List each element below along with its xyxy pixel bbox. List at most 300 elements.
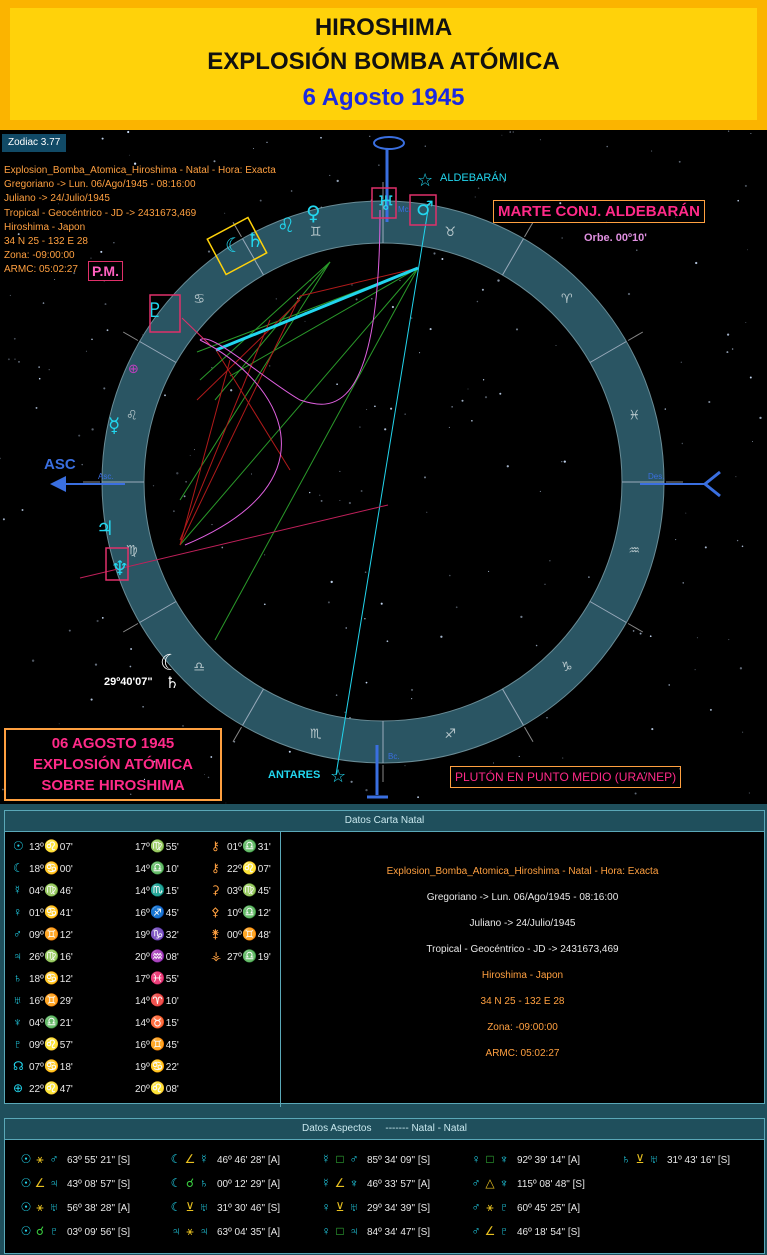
planet-icon: ⚴ bbox=[211, 905, 220, 919]
star bbox=[153, 485, 154, 486]
event-line: 06 AGOSTO 1945 bbox=[51, 735, 175, 752]
zodiac-sign-icon: ♎ bbox=[193, 659, 205, 675]
event-label-box bbox=[4, 728, 222, 801]
star bbox=[378, 164, 379, 165]
des-small-label: Des. bbox=[648, 472, 665, 481]
minute-value: 07' bbox=[257, 864, 271, 875]
minute-value: 29' bbox=[59, 996, 73, 1007]
house-tick bbox=[233, 727, 242, 742]
star bbox=[742, 546, 744, 548]
aspect-row bbox=[19, 1219, 767, 1243]
planet-icon: ♆ bbox=[349, 1176, 359, 1190]
sign-icon: ♋ bbox=[44, 1059, 60, 1073]
star bbox=[43, 302, 45, 304]
planet-icon: ☾ bbox=[13, 861, 24, 875]
star bbox=[328, 601, 330, 603]
degree-value: 03º bbox=[227, 886, 242, 897]
aspect-cell bbox=[619, 1221, 767, 1245]
aspects-title: Datos Aspectos bbox=[301, 1123, 372, 1134]
pluto-icon: ♇ bbox=[146, 298, 164, 322]
star bbox=[441, 258, 443, 260]
chart-info-line: Hiroshima - Japon bbox=[4, 221, 86, 233]
star bbox=[339, 500, 340, 501]
star bbox=[276, 298, 277, 299]
natal-info-line: Explosion_Bomba_Atomica_Hiroshima - Natal - Hora: Exacta bbox=[386, 866, 659, 877]
star bbox=[365, 571, 367, 573]
star bbox=[184, 495, 186, 497]
degree-value: 17º bbox=[135, 974, 150, 985]
minute-value: 12' bbox=[59, 974, 73, 985]
aspect-orb: 85º 34' 09" [S] bbox=[367, 1155, 431, 1166]
aspect-icon: ∠ bbox=[184, 1152, 196, 1166]
star bbox=[350, 781, 352, 783]
star bbox=[425, 146, 426, 147]
planet-icon: ♃ bbox=[349, 1224, 359, 1238]
star bbox=[759, 417, 761, 419]
star bbox=[359, 426, 360, 427]
star bbox=[747, 249, 748, 250]
star bbox=[336, 694, 338, 696]
aspect-cell bbox=[319, 1147, 469, 1173]
star bbox=[417, 796, 419, 798]
star bbox=[710, 709, 712, 711]
star bbox=[683, 582, 684, 583]
aspect-cell bbox=[619, 1147, 767, 1173]
zodiac-sign-icon: ♏ bbox=[309, 727, 322, 743]
position-cell bbox=[119, 1077, 211, 1101]
star bbox=[164, 394, 166, 396]
star bbox=[752, 441, 753, 442]
house-tick bbox=[123, 624, 138, 633]
star bbox=[213, 160, 215, 162]
star bbox=[331, 581, 333, 583]
star bbox=[374, 406, 376, 408]
star bbox=[8, 358, 10, 360]
star bbox=[513, 131, 514, 132]
star bbox=[269, 365, 270, 366]
position-row bbox=[13, 857, 291, 879]
chart-info-line: ARMC: 05:02:27 bbox=[4, 264, 78, 276]
zodiac-sign-icon: ♒ bbox=[628, 543, 640, 559]
chart-info-line: Explosion_Bomba_Atomica_Hiroshima - Natal - Hora: Exacta bbox=[4, 165, 276, 176]
aspect-icon: ☌ bbox=[35, 1224, 45, 1238]
star bbox=[319, 495, 320, 496]
star bbox=[562, 237, 563, 238]
star bbox=[633, 630, 635, 632]
zodiac-sign-icon: ♋ bbox=[193, 292, 205, 308]
aspect-icon: ⚹ bbox=[186, 1224, 194, 1238]
sign-icon: ♈ bbox=[150, 993, 166, 1007]
star bbox=[478, 187, 479, 188]
planet-icon: ☉ bbox=[13, 839, 24, 853]
sign-icon: ♌ bbox=[44, 839, 60, 853]
aspect-cell bbox=[19, 1147, 169, 1173]
natal-info-line: Gregoriano -> Lun. 06/Ago/1945 - 08:16:00 bbox=[426, 892, 619, 903]
saturn-white-icon: ♄ bbox=[165, 673, 180, 692]
minute-value: 48' bbox=[257, 930, 271, 941]
star bbox=[102, 617, 104, 619]
minute-value: 10' bbox=[165, 864, 179, 875]
moon-icon: ☾ bbox=[225, 233, 243, 257]
star bbox=[697, 637, 698, 638]
aspect-cell bbox=[19, 1195, 169, 1221]
house-tick bbox=[628, 332, 643, 341]
position-cell bbox=[211, 901, 291, 925]
aspect-orb: 46º 18' 54" [S] bbox=[517, 1227, 581, 1238]
star bbox=[419, 352, 420, 353]
sign-icon: ♏ bbox=[150, 883, 166, 897]
minute-value: 55' bbox=[165, 842, 179, 853]
degree-value: 27º bbox=[227, 952, 242, 963]
star bbox=[732, 348, 734, 350]
star bbox=[708, 401, 710, 403]
minute-value: 08' bbox=[165, 1084, 179, 1095]
star bbox=[91, 339, 92, 340]
aspect-icon: ⊻ bbox=[185, 1200, 195, 1214]
planet-icon: ♄ bbox=[199, 1176, 209, 1190]
planet-icon: ♆ bbox=[499, 1176, 509, 1190]
star bbox=[561, 461, 562, 462]
star bbox=[211, 524, 212, 525]
sign-icon: ♎ bbox=[242, 949, 258, 963]
event-line: SOBRE HIROSHIMA bbox=[41, 777, 185, 794]
star bbox=[519, 756, 520, 757]
minute-value: 21' bbox=[59, 1018, 73, 1029]
position-cell bbox=[211, 945, 291, 969]
star bbox=[426, 512, 427, 513]
star bbox=[81, 464, 82, 465]
star bbox=[289, 751, 291, 753]
planet-icon: ☊ bbox=[13, 1059, 24, 1073]
star bbox=[727, 333, 729, 335]
aspect-orb: 60º 45' 25" [A] bbox=[517, 1203, 581, 1214]
star bbox=[668, 684, 669, 685]
star bbox=[194, 449, 195, 450]
star bbox=[749, 792, 750, 793]
star bbox=[230, 389, 232, 391]
star bbox=[682, 443, 683, 444]
sign-icon: ♍ bbox=[44, 883, 60, 897]
marte-conj-label: MARTE CONJ. ALDEBARÁN bbox=[493, 200, 705, 223]
star bbox=[451, 406, 452, 407]
position-cell bbox=[13, 945, 119, 969]
degree-value: 13º bbox=[29, 842, 44, 853]
star bbox=[142, 706, 144, 708]
star bbox=[468, 389, 469, 390]
position-row bbox=[13, 989, 291, 1011]
position-row bbox=[13, 945, 291, 967]
natal-info-line: 34 N 25 - 132 E 28 bbox=[480, 996, 565, 1007]
star bbox=[251, 474, 252, 475]
moon-position-label: 29º40'07" bbox=[104, 676, 153, 688]
star bbox=[440, 636, 442, 638]
planet-icon: ⊕ bbox=[13, 1081, 24, 1095]
position-cell bbox=[13, 923, 119, 947]
star bbox=[405, 414, 406, 415]
position-row bbox=[13, 1055, 291, 1077]
star bbox=[456, 606, 458, 608]
star bbox=[369, 136, 370, 137]
star bbox=[95, 663, 97, 665]
star bbox=[173, 510, 175, 512]
leo-sign-icon: ♌ bbox=[277, 213, 295, 237]
star bbox=[411, 317, 412, 318]
planet-icon: ♅ bbox=[13, 993, 22, 1007]
aspect-orb: 43º 08' 57" [S] bbox=[67, 1179, 131, 1190]
aspect-orb: 63º 04' 35" [A] bbox=[217, 1227, 281, 1238]
star bbox=[650, 635, 652, 637]
aspect-cell bbox=[319, 1195, 469, 1221]
minute-value: 18' bbox=[59, 1062, 73, 1073]
aspect-cell bbox=[319, 1219, 469, 1245]
degree-value: 26º bbox=[29, 952, 44, 963]
zodiac-sign-icon: ♊ bbox=[309, 224, 322, 240]
minute-value: 57' bbox=[59, 1040, 73, 1051]
planet-icon: ⚷ bbox=[211, 839, 220, 853]
planet-icon: ♃ bbox=[199, 1224, 209, 1238]
star bbox=[127, 131, 129, 133]
position-cell bbox=[13, 1033, 119, 1057]
star bbox=[449, 575, 451, 577]
position-cell bbox=[13, 857, 119, 881]
planet-icon: ♅ bbox=[349, 1200, 359, 1214]
planet-icon: ☿ bbox=[199, 1152, 209, 1166]
natal-info-line: Hiroshima - Japon bbox=[481, 970, 564, 981]
aspect-cell bbox=[619, 1173, 767, 1197]
sign-icon: ♊ bbox=[242, 927, 258, 941]
star bbox=[336, 383, 338, 385]
planet-icon: ♅ bbox=[199, 1200, 209, 1214]
banner-title: HIROSHIMA bbox=[314, 14, 453, 41]
star bbox=[102, 138, 104, 140]
position-cell bbox=[13, 1011, 119, 1035]
zodiac-sign-icon: ♉ bbox=[444, 224, 457, 240]
aspect-orb: 46º 33' 57" [A] bbox=[367, 1179, 431, 1190]
aspect-orb: 84º 34' 47" [S] bbox=[367, 1227, 431, 1238]
chart-info-block bbox=[4, 164, 276, 278]
aspect-icon: ⊻ bbox=[635, 1152, 645, 1166]
title-banner-inner bbox=[10, 8, 757, 120]
title-banner bbox=[0, 0, 767, 130]
degree-value: 18º bbox=[29, 974, 44, 985]
star bbox=[225, 803, 226, 804]
star bbox=[329, 175, 330, 176]
degree-value: 01º bbox=[29, 908, 44, 919]
star bbox=[405, 765, 406, 766]
star bbox=[556, 345, 557, 346]
star bbox=[501, 135, 502, 136]
star bbox=[211, 367, 212, 368]
star bbox=[705, 546, 707, 548]
aspect-icon: □ bbox=[336, 1224, 344, 1238]
planet-icon: ♅ bbox=[649, 1152, 659, 1166]
star bbox=[91, 699, 93, 701]
star bbox=[305, 321, 306, 322]
planet-icon: ♇ bbox=[13, 1037, 22, 1051]
position-row bbox=[13, 879, 291, 901]
degree-value: 22º bbox=[29, 1084, 44, 1095]
star bbox=[264, 603, 266, 605]
star bbox=[695, 669, 696, 670]
aspect-icon: □ bbox=[336, 1152, 344, 1166]
position-cell bbox=[119, 879, 211, 903]
degree-value: 10º bbox=[227, 908, 242, 919]
minute-value: 00' bbox=[59, 864, 73, 875]
degree-value: 09º bbox=[29, 1040, 44, 1051]
star bbox=[740, 667, 742, 669]
star bbox=[176, 472, 178, 474]
minute-value: 22' bbox=[165, 1062, 179, 1073]
star bbox=[22, 509, 24, 511]
star bbox=[185, 481, 187, 483]
star bbox=[130, 666, 132, 668]
position-cell bbox=[119, 835, 211, 859]
degree-value: 17º bbox=[135, 842, 150, 853]
planet-icon: ☾ bbox=[170, 1152, 182, 1166]
asc-small-label: Asc. bbox=[98, 472, 114, 481]
pluton-midpoint-label: PLUTÓN EN PUNTO MEDIO (URA/NEP) bbox=[450, 766, 681, 788]
star bbox=[411, 698, 412, 699]
venus-icon: ♀ bbox=[306, 201, 321, 225]
sign-icon: ♍ bbox=[242, 883, 258, 897]
star bbox=[3, 518, 5, 520]
star bbox=[482, 289, 484, 291]
minute-value: 45' bbox=[165, 1040, 179, 1051]
star bbox=[726, 351, 728, 353]
star bbox=[483, 379, 484, 380]
sign-icon: ♍ bbox=[44, 949, 60, 963]
zodiac-sign-icon: ♍ bbox=[126, 543, 138, 559]
position-row bbox=[13, 967, 291, 989]
star bbox=[337, 180, 339, 182]
planet-icon: ♂ bbox=[13, 927, 22, 941]
star bbox=[39, 378, 41, 380]
star bbox=[182, 725, 184, 727]
aspect-cell bbox=[619, 1197, 767, 1221]
aspect-icon: ∠ bbox=[484, 1224, 496, 1238]
degree-value: 04º bbox=[29, 886, 44, 897]
star bbox=[18, 361, 20, 363]
star bbox=[387, 640, 389, 642]
minute-value: 47' bbox=[59, 1084, 73, 1095]
position-cell bbox=[119, 989, 211, 1013]
star bbox=[129, 155, 130, 156]
position-cell bbox=[119, 923, 211, 947]
star bbox=[346, 627, 347, 628]
minute-value: 19' bbox=[257, 952, 271, 963]
moon-white-icon: ☾ bbox=[160, 651, 180, 676]
aspect-orb: 92º 39' 14" [A] bbox=[517, 1155, 581, 1166]
aspect-orb: 03º 09' 56" [S] bbox=[67, 1227, 131, 1238]
aspect-orb: 46º 46' 28" [A] bbox=[217, 1155, 281, 1166]
aspect-cell bbox=[469, 1195, 619, 1221]
mercury-icon: ☿ bbox=[108, 413, 121, 437]
planet-icon: ⚳ bbox=[211, 883, 220, 897]
star bbox=[10, 295, 11, 296]
sign-icon: ♎ bbox=[44, 1015, 60, 1029]
degree-value: 20º bbox=[135, 1084, 150, 1095]
degree-value: 19º bbox=[135, 1062, 150, 1073]
aspect-icon: ⚹ bbox=[486, 1200, 494, 1214]
aspect-cell bbox=[469, 1147, 619, 1173]
star bbox=[681, 362, 682, 363]
star bbox=[750, 133, 751, 134]
star bbox=[742, 732, 743, 733]
aspect-icon: ⚹ bbox=[36, 1200, 44, 1214]
degree-value: 22º bbox=[227, 864, 242, 875]
astrology-chart-area[interactable] bbox=[0, 130, 767, 804]
sign-icon: ♌ bbox=[242, 861, 258, 875]
star bbox=[366, 409, 367, 410]
aspect-cell bbox=[19, 1219, 169, 1245]
sign-icon: ♐ bbox=[150, 905, 166, 919]
planet-icon: ☉ bbox=[20, 1152, 32, 1166]
sign-icon: ♊ bbox=[150, 1037, 166, 1051]
degree-value: 07º bbox=[29, 1062, 44, 1073]
star bbox=[485, 396, 487, 398]
star bbox=[371, 298, 372, 299]
star bbox=[685, 513, 686, 514]
star bbox=[695, 262, 697, 264]
degree-value: 16º bbox=[135, 908, 150, 919]
aspect-cell bbox=[469, 1171, 619, 1197]
star bbox=[545, 584, 546, 585]
position-cell bbox=[119, 901, 211, 925]
star bbox=[516, 328, 518, 330]
star bbox=[86, 351, 87, 352]
planet-icon: ♂ bbox=[49, 1152, 59, 1166]
planet-icon: ♆ bbox=[13, 1015, 22, 1029]
degree-value: 00º bbox=[227, 930, 242, 941]
aspects-subtitle: ------- Natal - Natal bbox=[385, 1123, 468, 1134]
minute-value: 46' bbox=[59, 886, 73, 897]
star bbox=[130, 648, 132, 650]
antares-star-icon: ☆ bbox=[330, 766, 347, 787]
star bbox=[291, 190, 293, 192]
position-cell bbox=[119, 857, 211, 881]
asc-label: ASC bbox=[44, 456, 76, 473]
banner-subtitle: EXPLOSIÓN BOMBA ATÓMICA bbox=[207, 48, 560, 75]
star bbox=[737, 200, 739, 202]
star bbox=[424, 476, 426, 478]
pm-label: P.M. bbox=[88, 261, 123, 281]
star bbox=[488, 571, 489, 572]
minute-value: 15' bbox=[165, 886, 179, 897]
star bbox=[107, 329, 109, 331]
planet-icon: ♂ bbox=[471, 1200, 481, 1214]
aspect-cell bbox=[169, 1147, 319, 1173]
planet-icon: ♀ bbox=[321, 1224, 331, 1238]
aspect-orb: 115º 08' 48" [S] bbox=[517, 1179, 585, 1190]
position-cell bbox=[13, 1077, 119, 1101]
uranus-icon: ♅ bbox=[377, 191, 395, 215]
antares-label: ANTARES bbox=[268, 769, 321, 781]
planet-icon: ☿ bbox=[321, 1152, 331, 1166]
star bbox=[32, 660, 34, 662]
degree-value: 04º bbox=[29, 1018, 44, 1029]
aspect-orb: 31º 30' 46" [S] bbox=[217, 1203, 281, 1214]
position-cell bbox=[119, 1055, 211, 1079]
star bbox=[321, 500, 323, 502]
planet-icon: ☾ bbox=[170, 1176, 182, 1190]
degree-value: 14º bbox=[135, 864, 150, 875]
position-cell bbox=[211, 835, 291, 859]
star bbox=[266, 142, 267, 143]
natal-info-line: Tropical - Geocéntrico - JD -> 2431673,469 bbox=[426, 944, 619, 955]
star bbox=[364, 618, 365, 619]
star bbox=[507, 465, 509, 467]
position-cell bbox=[211, 923, 291, 947]
